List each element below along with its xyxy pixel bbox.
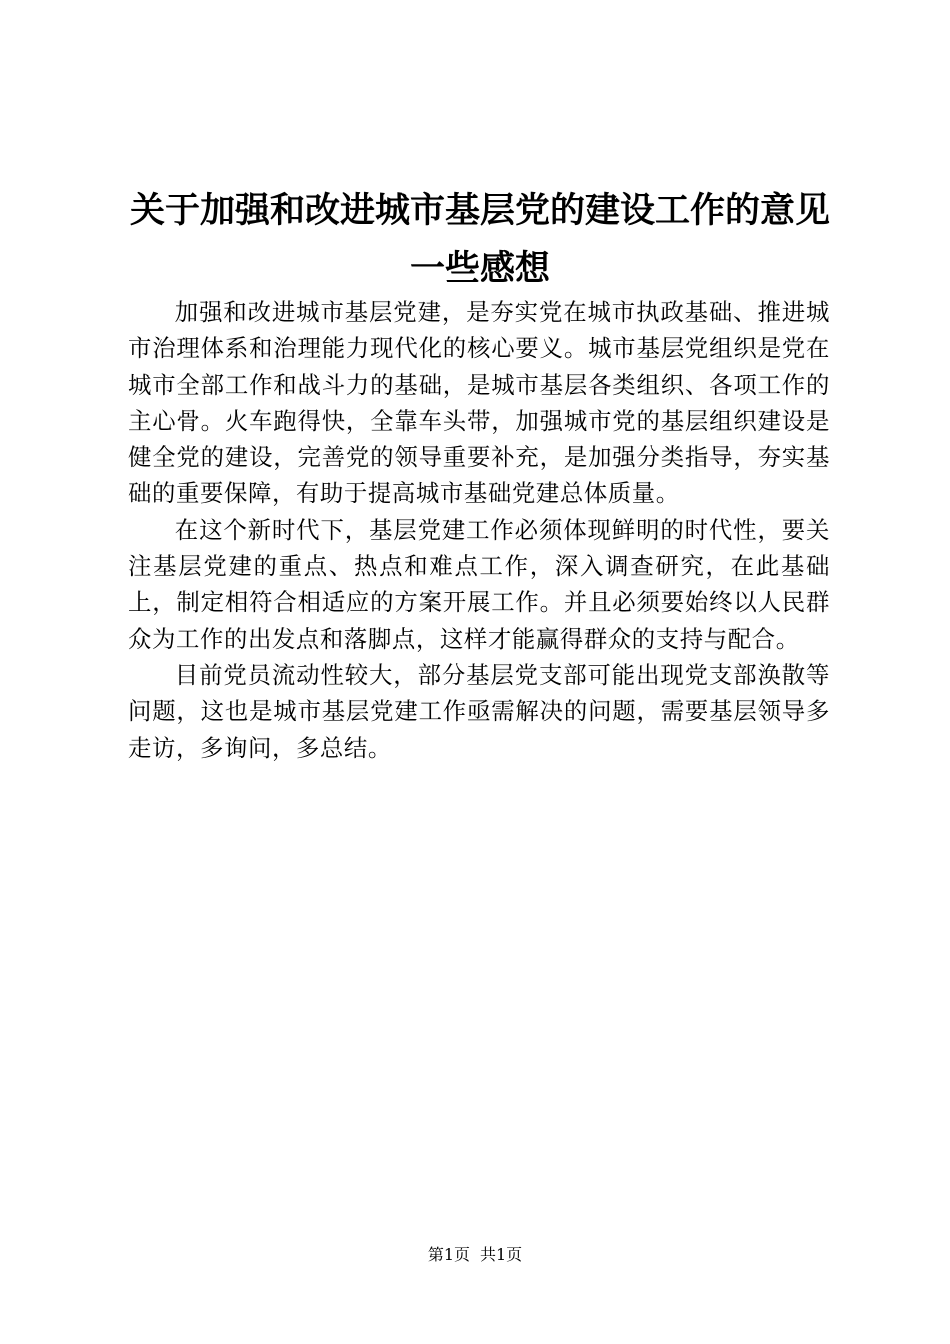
document-body bbox=[128, 294, 830, 766]
document-title bbox=[110, 182, 850, 298]
title-line-1: 关于加强和改进城市基层党的建设工作的意见 bbox=[129, 190, 830, 231]
page-footer bbox=[0, 1245, 950, 1265]
paragraph-1: 加强和改进城市基层党建，是夯实党在城市执政基础、推进城市治理体系和治理能力现代化的核心要义。城市基层党组织是党在城市全部工作和战斗力的基础，是城市基层各类组织、各项工作的主心骨。火车跑得快，全靠车头带，加强城市党的基层组织建设是健全党的建设，完善党的领导重要补充，是加强分类指导，夯实基础的重要保障，有助于提高城市基础党建总体质量。 bbox=[128, 298, 830, 508]
title-line-2: 一些感想 bbox=[409, 248, 550, 289]
paragraph-2: 在这个新时代下，基层党建工作必须体现鲜明的时代性，要关注基层党建的重点、热点和难点工作，深入调查研究，在此基础上，制定相符合相适应的方案开展工作。并且必须要始终以人民群众为工作的出发点和落脚点，这样才能赢得群众的支持与配合。 bbox=[128, 515, 830, 653]
page-total: 共1页 bbox=[480, 1245, 523, 1264]
page-number: 第1页 bbox=[427, 1245, 470, 1264]
paragraph-3: 目前党员流动性较大，部分基层党支部可能出现党支部涣散等问题，这也是城市基层党建工作亟需解决的问题，需要基层领导多走访，多询问，多总结。 bbox=[128, 660, 830, 762]
